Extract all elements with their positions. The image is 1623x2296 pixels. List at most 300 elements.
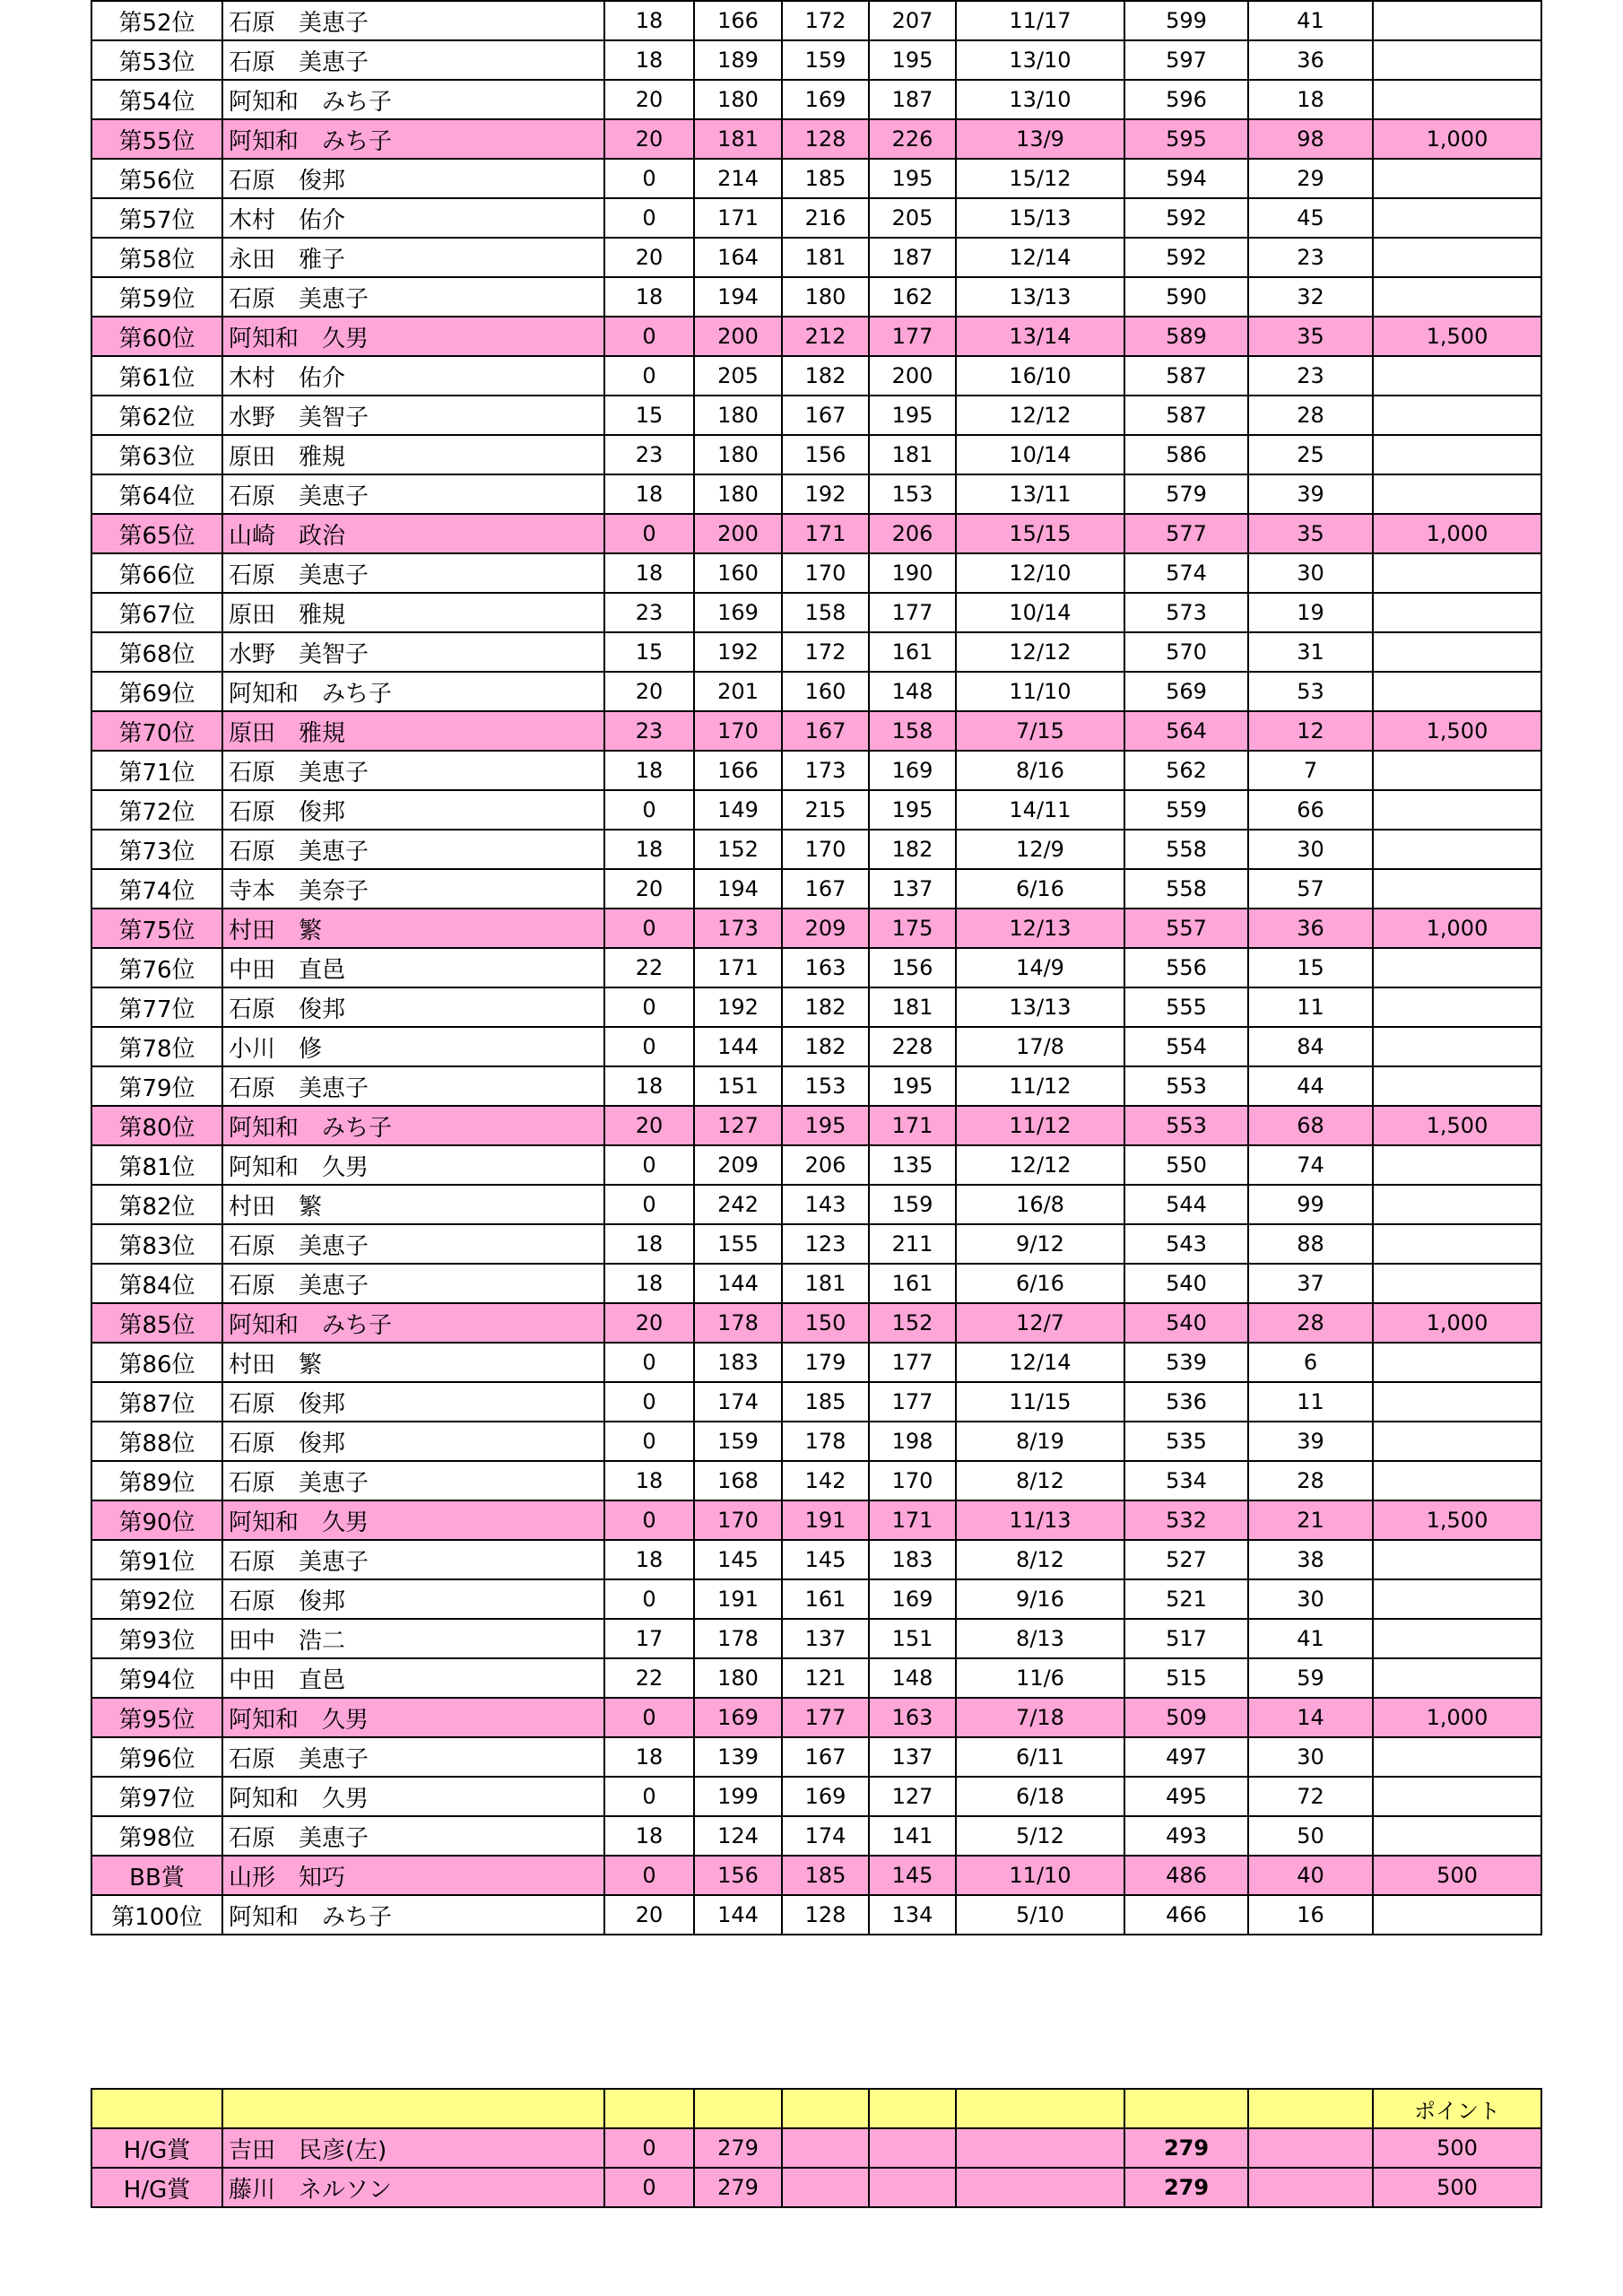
- name-cell: 阿知和 みち子: [222, 119, 604, 159]
- strike-spare-cell: 6/18: [956, 1777, 1124, 1816]
- prize-cell: [1373, 1579, 1541, 1619]
- rank-cell: 第95位: [91, 1698, 222, 1737]
- handicap-cell: 18: [604, 40, 694, 80]
- rank-cell: 第71位: [91, 751, 222, 790]
- game2-cell: 137: [782, 1619, 869, 1658]
- total-cell: 466: [1124, 1895, 1248, 1935]
- difference-cell: 74: [1248, 1145, 1373, 1185]
- ranking-row: [91, 1422, 1541, 1461]
- name-cell: 石原 美恵子: [222, 751, 604, 790]
- prize-cell: [1373, 1461, 1541, 1500]
- handicap-cell: 20: [604, 80, 694, 119]
- rank-cell: 第85位: [91, 1303, 222, 1343]
- game3-cell: 171: [869, 1106, 956, 1145]
- name-cell: 石原 美恵子: [222, 1264, 604, 1303]
- difference-cell: 32: [1248, 277, 1373, 317]
- name-cell: 原田 雅規: [222, 711, 604, 751]
- handicap-cell: 23: [604, 711, 694, 751]
- handicap-cell: 18: [604, 1224, 694, 1264]
- game3-cell: 183: [869, 1540, 956, 1579]
- ranking-row: [91, 593, 1541, 632]
- rank-cell: 第81位: [91, 1145, 222, 1185]
- game3-cell: 177: [869, 1343, 956, 1382]
- name-cell: 石原 美恵子: [222, 474, 604, 514]
- game1-cell: 152: [694, 830, 782, 869]
- ranking-row: [91, 1106, 1541, 1145]
- game2-cell: 185: [782, 1856, 869, 1895]
- prize-cell: [1373, 1816, 1541, 1856]
- total-cell: 515: [1124, 1658, 1248, 1698]
- ranking-table-body: [91, 1, 1541, 1935]
- point-header: ポイント: [1373, 2089, 1541, 2128]
- handicap-cell: 22: [604, 948, 694, 987]
- difference-cell: 72: [1248, 1777, 1373, 1816]
- difference-cell: 28: [1248, 1303, 1373, 1343]
- rank-cell: 第74位: [91, 869, 222, 909]
- game1-cell: 174: [694, 1382, 782, 1422]
- game3-cell: 153: [869, 474, 956, 514]
- game2-cell: 185: [782, 159, 869, 198]
- game1-cell: 156: [694, 1856, 782, 1895]
- total-cell: 543: [1124, 1224, 1248, 1264]
- game2-cell: 174: [782, 1816, 869, 1856]
- game2-cell: 170: [782, 553, 869, 593]
- name-cell: 阿知和 みち子: [222, 672, 604, 711]
- game3-cell: 145: [869, 1856, 956, 1895]
- ranking-row: [91, 1698, 1541, 1737]
- game2-cell: 143: [782, 1185, 869, 1224]
- handicap-cell: 0: [604, 1343, 694, 1382]
- ranking-row: [91, 1461, 1541, 1500]
- game3-cell: [869, 2168, 956, 2207]
- game3-cell: 226: [869, 119, 956, 159]
- strike-spare-cell: 11/13: [956, 1500, 1124, 1540]
- name-cell: 中田 直邑: [222, 1658, 604, 1698]
- total-cell: 509: [1124, 1698, 1248, 1737]
- difference-cell: 29: [1248, 159, 1373, 198]
- game1-cell: 155: [694, 1224, 782, 1264]
- handicap-cell: 18: [604, 1066, 694, 1106]
- difference-cell: 44: [1248, 1066, 1373, 1106]
- strike-spare-cell: 9/12: [956, 1224, 1124, 1264]
- strike-spare-cell: 12/14: [956, 1343, 1124, 1382]
- game2-cell: 182: [782, 987, 869, 1027]
- game3-cell: 156: [869, 948, 956, 987]
- handicap-cell: 20: [604, 1106, 694, 1145]
- handicap-cell: 0: [604, 2168, 694, 2207]
- handicap-cell: 0: [604, 356, 694, 396]
- rank-cell: 第93位: [91, 1619, 222, 1658]
- difference-cell: [1248, 2168, 1373, 2207]
- handicap-cell: 0: [604, 159, 694, 198]
- game1-cell: 201: [694, 672, 782, 711]
- rank-cell: 第64位: [91, 474, 222, 514]
- ranking-row: [91, 1343, 1541, 1382]
- game1-cell: 194: [694, 869, 782, 909]
- game2-cell: 209: [782, 909, 869, 948]
- strike-spare-cell: 11/10: [956, 1856, 1124, 1895]
- prize-cell: [1373, 632, 1541, 672]
- game3-cell: 161: [869, 632, 956, 672]
- ranking-row: [91, 277, 1541, 317]
- handicap-cell: 0: [604, 790, 694, 830]
- rank-cell: 第70位: [91, 711, 222, 751]
- ranking-row: [91, 1540, 1541, 1579]
- name-cell: 田中 浩二: [222, 1619, 604, 1658]
- high-game-header-row: [91, 2089, 1541, 2128]
- ranking-row: [91, 751, 1541, 790]
- prize-cell: 1,500: [1373, 317, 1541, 356]
- ranking-row: [91, 238, 1541, 277]
- strike-spare-cell: 13/10: [956, 40, 1124, 80]
- game3-cell: 159: [869, 1185, 956, 1224]
- handicap-cell: 0: [604, 909, 694, 948]
- rank-cell: 第77位: [91, 987, 222, 1027]
- handicap-cell: 18: [604, 1461, 694, 1500]
- game3-cell: 170: [869, 1461, 956, 1500]
- total-cell: 587: [1124, 396, 1248, 435]
- rank-cell: 第98位: [91, 1816, 222, 1856]
- handicap-cell: 18: [604, 1264, 694, 1303]
- difference-cell: 15: [1248, 948, 1373, 987]
- high-game-table-body: [91, 2128, 1541, 2207]
- strike-spare-cell: 13/14: [956, 317, 1124, 356]
- prize-cell: [1373, 553, 1541, 593]
- ranking-row: [91, 1777, 1541, 1816]
- game2-cell: [782, 2128, 869, 2168]
- game2-cell: 169: [782, 1777, 869, 1816]
- game2-cell: 212: [782, 317, 869, 356]
- rank-cell: 第88位: [91, 1422, 222, 1461]
- difference-cell: 6: [1248, 1343, 1373, 1382]
- game1-cell: 164: [694, 238, 782, 277]
- name-cell: 村田 繁: [222, 909, 604, 948]
- total-cell: 558: [1124, 869, 1248, 909]
- strike-spare-cell: 11/12: [956, 1066, 1124, 1106]
- ranking-row: [91, 1737, 1541, 1777]
- game3-cell: 177: [869, 1382, 956, 1422]
- rank-cell: H/G賞: [91, 2168, 222, 2207]
- ranking-row: [91, 356, 1541, 396]
- name-cell: 阿知和 久男: [222, 1145, 604, 1185]
- game3-cell: 148: [869, 1658, 956, 1698]
- game3-cell: 181: [869, 435, 956, 474]
- game1-cell: 124: [694, 1816, 782, 1856]
- total-cell: 594: [1124, 159, 1248, 198]
- ranking-row: [91, 1579, 1541, 1619]
- handicap-cell: 20: [604, 238, 694, 277]
- total-cell: 497: [1124, 1737, 1248, 1777]
- prize-cell: 500: [1373, 1856, 1541, 1895]
- game3-cell: 175: [869, 909, 956, 948]
- game1-cell: 173: [694, 909, 782, 948]
- game1-cell: 144: [694, 1264, 782, 1303]
- name-cell: 木村 佑介: [222, 356, 604, 396]
- game1-cell: 144: [694, 1027, 782, 1066]
- rank-cell: 第79位: [91, 1066, 222, 1106]
- handicap-cell: 0: [604, 1856, 694, 1895]
- total-cell: 553: [1124, 1066, 1248, 1106]
- handicap-cell: 18: [604, 1737, 694, 1777]
- game1-cell: 170: [694, 711, 782, 751]
- rank-cell: 第89位: [91, 1461, 222, 1500]
- name-cell: 阿知和 みち子: [222, 1303, 604, 1343]
- difference-cell: 30: [1248, 1737, 1373, 1777]
- rank-cell: 第80位: [91, 1106, 222, 1145]
- header-cell: [91, 2089, 222, 2128]
- rank-cell: 第58位: [91, 238, 222, 277]
- ranking-row: [91, 1264, 1541, 1303]
- game3-cell: 137: [869, 869, 956, 909]
- game2-cell: 153: [782, 1066, 869, 1106]
- rank-cell: 第87位: [91, 1382, 222, 1422]
- total-cell: 599: [1124, 1, 1248, 40]
- strike-spare-cell: 10/14: [956, 435, 1124, 474]
- handicap-cell: 0: [604, 514, 694, 553]
- game2-cell: 161: [782, 1579, 869, 1619]
- handicap-cell: 18: [604, 1816, 694, 1856]
- prize-cell: [1373, 790, 1541, 830]
- total-cell: 493: [1124, 1816, 1248, 1856]
- name-cell: 阿知和 久男: [222, 1698, 604, 1737]
- ranking-row: [91, 909, 1541, 948]
- game1-cell: 279: [694, 2168, 782, 2207]
- header-cell: [1248, 2089, 1373, 2128]
- rank-cell: 第67位: [91, 593, 222, 632]
- game3-cell: 228: [869, 1027, 956, 1066]
- strike-spare-cell: 8/12: [956, 1540, 1124, 1579]
- game3-cell: 205: [869, 198, 956, 238]
- total-cell: 562: [1124, 751, 1248, 790]
- game2-cell: 156: [782, 435, 869, 474]
- total-cell: 486: [1124, 1856, 1248, 1895]
- ranking-row: [91, 553, 1541, 593]
- handicap-cell: 18: [604, 1, 694, 40]
- rank-cell: 第75位: [91, 909, 222, 948]
- handicap-cell: 18: [604, 830, 694, 869]
- total-cell: 495: [1124, 1777, 1248, 1816]
- game2-cell: 191: [782, 1500, 869, 1540]
- difference-cell: 57: [1248, 869, 1373, 909]
- game2-cell: 167: [782, 1737, 869, 1777]
- game1-cell: 191: [694, 1579, 782, 1619]
- strike-spare-cell: 12/10: [956, 553, 1124, 593]
- game2-cell: [782, 2168, 869, 2207]
- difference-cell: 88: [1248, 1224, 1373, 1264]
- total-cell: 592: [1124, 238, 1248, 277]
- rank-cell: 第78位: [91, 1027, 222, 1066]
- game1-cell: 166: [694, 1, 782, 40]
- total-cell: 596: [1124, 80, 1248, 119]
- rank-cell: 第90位: [91, 1500, 222, 1540]
- strike-spare-cell: 8/12: [956, 1461, 1124, 1500]
- name-cell: 石原 美恵子: [222, 277, 604, 317]
- rank-cell: 第59位: [91, 277, 222, 317]
- ranking-table: [91, 0, 1542, 1935]
- strike-spare-cell: 6/11: [956, 1737, 1124, 1777]
- total-cell: 556: [1124, 948, 1248, 987]
- name-cell: 石原 美恵子: [222, 830, 604, 869]
- total-cell: 539: [1124, 1343, 1248, 1382]
- ranking-row: [91, 1856, 1541, 1895]
- game3-cell: 195: [869, 1066, 956, 1106]
- name-cell: 石原 美恵子: [222, 553, 604, 593]
- strike-spare-cell: 7/15: [956, 711, 1124, 751]
- game1-cell: 170: [694, 1500, 782, 1540]
- difference-cell: 11: [1248, 987, 1373, 1027]
- strike-spare-cell: [956, 2128, 1124, 2168]
- ranking-row: [91, 987, 1541, 1027]
- handicap-cell: 18: [604, 1540, 694, 1579]
- ranking-row: [91, 1145, 1541, 1185]
- strike-spare-cell: 12/9: [956, 830, 1124, 869]
- game2-cell: 150: [782, 1303, 869, 1343]
- name-cell: 阿知和 みち子: [222, 1895, 604, 1935]
- difference-cell: 36: [1248, 40, 1373, 80]
- game3-cell: 137: [869, 1737, 956, 1777]
- name-cell: 小川 修: [222, 1027, 604, 1066]
- name-cell: 中田 直邑: [222, 948, 604, 987]
- ranking-row: [91, 1185, 1541, 1224]
- difference-cell: 39: [1248, 474, 1373, 514]
- strike-spare-cell: 8/19: [956, 1422, 1124, 1461]
- game2-cell: 158: [782, 593, 869, 632]
- header-cell: [869, 2089, 956, 2128]
- strike-spare-cell: 11/15: [956, 1382, 1124, 1422]
- prize-cell: [1373, 396, 1541, 435]
- difference-cell: 23: [1248, 356, 1373, 396]
- name-cell: 木村 佑介: [222, 198, 604, 238]
- name-cell: 阿知和 久男: [222, 317, 604, 356]
- game3-cell: 187: [869, 238, 956, 277]
- name-cell: 石原 俊邦: [222, 790, 604, 830]
- strike-spare-cell: 13/11: [956, 474, 1124, 514]
- rank-cell: H/G賞: [91, 2128, 222, 2168]
- handicap-cell: 20: [604, 672, 694, 711]
- game2-cell: 123: [782, 1224, 869, 1264]
- game3-cell: 163: [869, 1698, 956, 1737]
- ranking-row: [91, 1066, 1541, 1106]
- name-cell: 藤川 ネルソン: [222, 2168, 604, 2207]
- name-cell: 石原 俊邦: [222, 1382, 604, 1422]
- game1-cell: 205: [694, 356, 782, 396]
- ranking-row: [91, 474, 1541, 514]
- strike-spare-cell: 12/12: [956, 396, 1124, 435]
- game3-cell: 162: [869, 277, 956, 317]
- game3-cell: 195: [869, 159, 956, 198]
- strike-spare-cell: 15/15: [956, 514, 1124, 553]
- total-cell: 521: [1124, 1579, 1248, 1619]
- game3-cell: 200: [869, 356, 956, 396]
- game3-cell: [869, 2128, 956, 2168]
- name-cell: 石原 美恵子: [222, 1737, 604, 1777]
- strike-spare-cell: 15/12: [956, 159, 1124, 198]
- game1-cell: 127: [694, 1106, 782, 1145]
- name-cell: 山形 知巧: [222, 1856, 604, 1895]
- game2-cell: 167: [782, 396, 869, 435]
- game2-cell: 179: [782, 1343, 869, 1382]
- difference-cell: 45: [1248, 198, 1373, 238]
- difference-cell: 30: [1248, 1579, 1373, 1619]
- ranking-row: [91, 790, 1541, 830]
- prize-cell: [1373, 1540, 1541, 1579]
- game1-cell: 160: [694, 553, 782, 593]
- game3-cell: 177: [869, 593, 956, 632]
- header-cell: [1124, 2089, 1248, 2128]
- game2-cell: 206: [782, 1145, 869, 1185]
- game3-cell: 152: [869, 1303, 956, 1343]
- game2-cell: 215: [782, 790, 869, 830]
- total-cell: 279: [1124, 2128, 1248, 2168]
- game2-cell: 167: [782, 711, 869, 751]
- game3-cell: 206: [869, 514, 956, 553]
- difference-cell: 21: [1248, 1500, 1373, 1540]
- rank-cell: 第56位: [91, 159, 222, 198]
- game3-cell: 141: [869, 1816, 956, 1856]
- ranking-row: [91, 1500, 1541, 1540]
- rank-cell: 第96位: [91, 1737, 222, 1777]
- game1-cell: 183: [694, 1343, 782, 1382]
- difference-cell: 35: [1248, 317, 1373, 356]
- handicap-cell: 0: [604, 198, 694, 238]
- name-cell: 村田 繁: [222, 1343, 604, 1382]
- game1-cell: 242: [694, 1185, 782, 1224]
- prize-cell: [1373, 198, 1541, 238]
- prize-cell: 1,000: [1373, 119, 1541, 159]
- rank-cell: 第94位: [91, 1658, 222, 1698]
- strike-spare-cell: 14/9: [956, 948, 1124, 987]
- difference-cell: 7: [1248, 751, 1373, 790]
- rank-cell: BB賞: [91, 1856, 222, 1895]
- strike-spare-cell: 13/10: [956, 80, 1124, 119]
- handicap-cell: 15: [604, 396, 694, 435]
- name-cell: 寺本 美奈子: [222, 869, 604, 909]
- strike-spare-cell: 17/8: [956, 1027, 1124, 1066]
- name-cell: 山崎 政治: [222, 514, 604, 553]
- game2-cell: 163: [782, 948, 869, 987]
- prize-cell: [1373, 356, 1541, 396]
- rank-cell: 第91位: [91, 1540, 222, 1579]
- name-cell: 原田 雅規: [222, 435, 604, 474]
- total-cell: 564: [1124, 711, 1248, 751]
- prize-cell: [1373, 277, 1541, 317]
- strike-spare-cell: 13/13: [956, 277, 1124, 317]
- total-cell: 570: [1124, 632, 1248, 672]
- strike-spare-cell: 16/8: [956, 1185, 1124, 1224]
- ranking-row: [91, 396, 1541, 435]
- prize-cell: [1373, 1343, 1541, 1382]
- difference-cell: [1248, 2128, 1373, 2168]
- header-cell: [782, 2089, 869, 2128]
- game2-cell: 172: [782, 632, 869, 672]
- game3-cell: 169: [869, 751, 956, 790]
- handicap-cell: 22: [604, 1658, 694, 1698]
- ranking-row: [91, 1303, 1541, 1343]
- name-cell: 水野 美智子: [222, 632, 604, 672]
- handicap-cell: 23: [604, 435, 694, 474]
- game3-cell: 134: [869, 1895, 956, 1935]
- difference-cell: 68: [1248, 1106, 1373, 1145]
- game2-cell: 167: [782, 869, 869, 909]
- difference-cell: 37: [1248, 1264, 1373, 1303]
- handicap-cell: 0: [604, 317, 694, 356]
- ranking-row: [91, 80, 1541, 119]
- handicap-cell: 20: [604, 1303, 694, 1343]
- prize-cell: [1373, 1658, 1541, 1698]
- handicap-cell: 0: [604, 1382, 694, 1422]
- game3-cell: 169: [869, 1579, 956, 1619]
- difference-cell: 25: [1248, 435, 1373, 474]
